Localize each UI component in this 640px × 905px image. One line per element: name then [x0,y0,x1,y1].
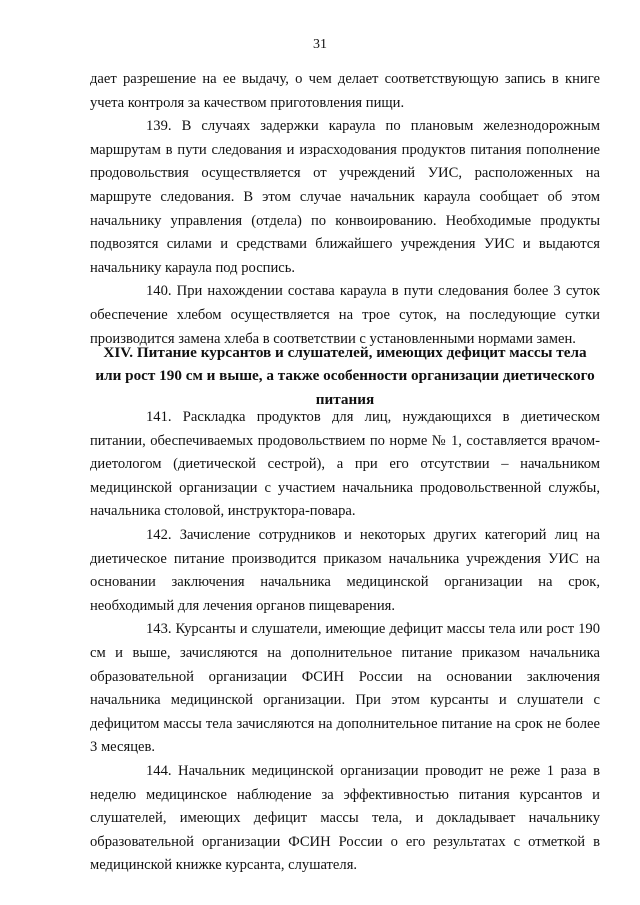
page-number: 31 [313,37,327,52]
paragraph-143: 143. Курсанты и слушатели, имеющие дефицит массы тела или рост 190 см и выше, зачисляются на дополнительное питание приказом начальника образовательной организации ФСИН России на основании заключения начальника медицинской организации. При этом курсанты и слушатели с дефицитом массы тела зачисляются на дополнительное питание на срок не более 3 месяцев. [90,621,600,756]
text-block-top [90,68,600,351]
paragraph-144: 144. Начальник медицинской организации проводит не реже 1 раза в неделю медицинское наблюдение за эффективностью питания курсантов и слушателей, имеющих дефицит массы тела, и докладывает начальнику образовательной организации ФСИН России о его результатах с отметкой в медицинской книжке курсанта, слушателя. [90,762,600,874]
text-block-bottom [90,406,600,878]
section-heading: XIV. Питание курсантов и слушателей, имеющих дефицит массы тела или рост 190 см и выше, а также особенности организации диетического питания [95,344,595,408]
paragraph-140: 140. При нахождении состава караула в пути следования более 3 суток обеспечение хлебом осуществляется на трое суток, на последующие сутки производится замена хлеба в соответствии с установленными нормами замен. [90,283,600,347]
paragraph-142: 142. Зачисление сотрудников и некоторых других категорий лиц на диетическое питание производится приказом начальника учреждения УИС на основании заключения начальника медицинской организации на срок, необходимый для лечения органов пищеварения. [90,526,600,614]
paragraph-139: 139. В случаях задержки караула по плановым железнодорожным маршрутам в пути следования и израсходования продуктов питания пополнение продовольствия осуществляется от учреждений УИС, расположенных на маршруте следования. В этом случае начальник караула сообщает об этом начальнику управления (отдела) по конвоированию. Необходимые продукты подвозятся силами и средствами ближайшего учреждения УИС и выдаются начальнику караула под роспись. [90,118,600,276]
paragraph-continuation: дает разрешение на ее выдачу, о чем делает соответствующую запись в книге учета контроля за качеством приготовления пищи. [90,71,600,111]
paragraph-141: 141. Раскладка продуктов для лиц, нуждающихся в диетическом питании, обеспечиваемых продовольствием по норме № 1, составляется врачом-диетологом (диетической сестрой), а при его отсутствии – начальником медицинской организации с участием начальника продовольственной службы, начальника столовой, инструктора-повара. [90,409,600,520]
